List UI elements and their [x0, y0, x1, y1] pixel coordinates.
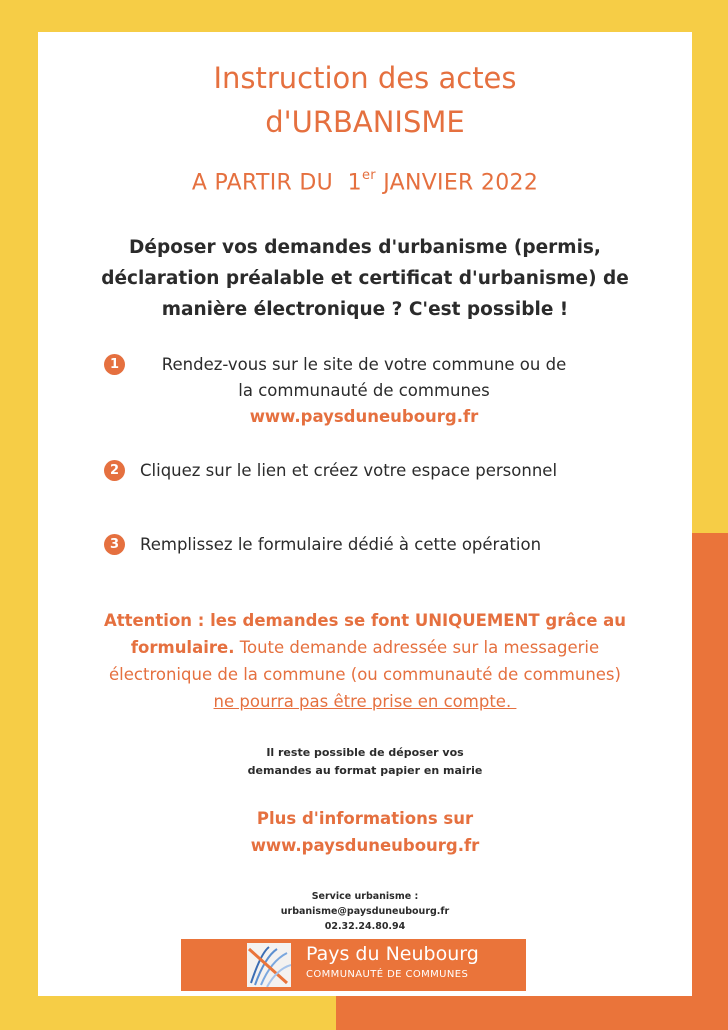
warning-line-3: électronique de la commune (ou communauté de communes): [109, 665, 621, 684]
step-1-line-1: Rendez-vous sur le site de votre commune ou de: [161, 355, 567, 374]
date-superscript: er: [361, 168, 376, 183]
step-number-1-icon: 1: [104, 354, 125, 375]
warning-underlined: ne pourra pas être prise en compte.: [213, 692, 517, 711]
title-line-1: Instruction des actes: [213, 61, 517, 95]
step-number-3-icon: 3: [104, 534, 125, 555]
step-3: [104, 532, 664, 558]
warning-notice: [58, 607, 672, 715]
step-2-text: Cliquez sur le lien et créez votre espace personnel: [140, 461, 558, 480]
start-date: [38, 170, 692, 195]
date-suffix: JANVIER 2022: [375, 170, 539, 196]
intro-question: [58, 232, 672, 325]
more-info-line-1: Plus d'informations sur: [256, 809, 474, 828]
date-prefix: A PARTIR DU 1: [191, 170, 362, 196]
paper-line-2: demandes au format papier en mairie: [247, 764, 483, 777]
paper-option-note: [38, 744, 692, 780]
logo-mark-icon: [247, 943, 291, 987]
contact-service: Service urbanisme :: [311, 891, 419, 902]
warning-bold-line-2: formulaire.: [130, 638, 235, 657]
warning-bold-line-1: Attention : les demandes se font UNIQUEMENT grâce au: [103, 611, 627, 630]
step-3-text: Remplissez le formulaire dédié à cette opération: [140, 535, 542, 554]
more-info: [38, 805, 692, 859]
warning-line-2-rest: Toute demande adressée sur la messagerie: [234, 638, 600, 657]
contact-email[interactable]: urbanisme@paysduneubourg.fr: [280, 906, 450, 917]
contact-block: [38, 889, 692, 934]
poster-card: [38, 32, 692, 996]
pays-du-neubourg-logo: [181, 939, 526, 991]
logo-subtitle: COMMUNAUTÉ DE COMMUNES: [306, 969, 469, 980]
website-link[interactable]: www.paysduneubourg.fr: [249, 407, 479, 426]
paper-line-1: Il reste possible de déposer vos: [266, 746, 464, 759]
step-2: [104, 458, 664, 484]
intro-line-3: manière électronique ? C'est possible !: [161, 299, 569, 320]
more-info-link[interactable]: www.paysduneubourg.fr: [250, 836, 480, 855]
intro-line-2: déclaration préalable et certificat d'urbanisme) de: [101, 268, 629, 289]
step-1: [104, 352, 664, 430]
title-line-2: d'URBANISME: [265, 105, 465, 139]
intro-line-1: Déposer vos demandes d'urbanisme (permis,: [129, 237, 601, 258]
step-1-line-2: la communauté de communes: [238, 381, 490, 400]
contact-phone: 02.32.24.80.94: [324, 921, 406, 932]
step-number-2-icon: 2: [104, 460, 125, 481]
page-title: [38, 56, 692, 144]
logo-name: Pays du Neubourg: [306, 943, 479, 965]
